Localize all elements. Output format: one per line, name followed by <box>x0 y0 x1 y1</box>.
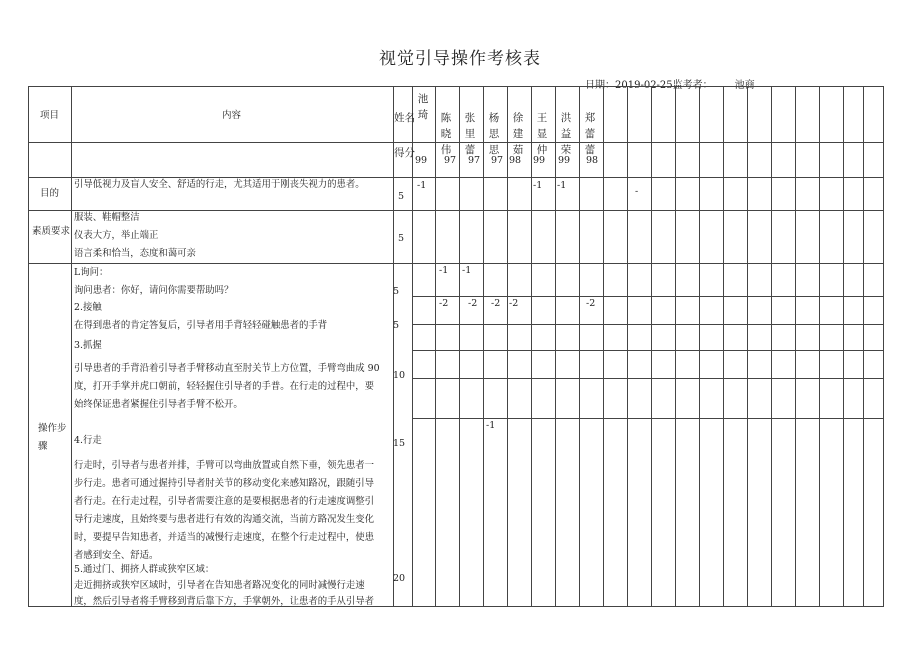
page-title: 视觉引导操作考核表 <box>379 49 541 69</box>
purpose-deduction-2: -1 <box>533 180 543 191</box>
header-name: 姓名 <box>394 112 415 124</box>
step5-title: 5.通过门、拥挤人群或狭窄区域： <box>74 564 215 575</box>
total-score-5: 98 <box>509 155 522 166</box>
step3-line-2: 度，打开手掌并虎口朝前，轻轻握住引导者的手普。在行走的过程中，要 <box>74 381 375 392</box>
total-score-6: 99 <box>533 155 546 166</box>
step4-deduction: -1 <box>486 420 496 431</box>
step2-deduction-2: -2 <box>468 298 478 309</box>
step2-title: 2.接触 <box>74 302 102 313</box>
step4-line-3: 者行走。在行走过程，引导者需要注意的是要根据患者的行走速度调整引 <box>74 496 375 507</box>
total-score-8: 98 <box>586 155 599 166</box>
step2-deduction-3: -2 <box>491 298 501 309</box>
date-label: 日期： <box>585 80 615 91</box>
header-item: 项目 <box>40 110 60 121</box>
step3-points: 10 <box>393 370 406 381</box>
supervisor-name: 池商 <box>734 80 755 91</box>
purpose-deduction-1: -1 <box>417 180 427 191</box>
total-score-2: 97 <box>444 155 457 166</box>
step3-line-1: 引导患者的手背沿着引导者手臂移动直至肘关节上方位置，手臂弯曲成 90 <box>74 363 380 374</box>
step4-line-1: 行走时，引导者与患者并排，手臂可以弯曲放置或自然下垂，领先患者一 <box>74 460 375 471</box>
purpose-dash: - <box>635 186 639 197</box>
header-content: 内容 <box>222 110 242 121</box>
supervisor-label: 监考者： <box>672 80 713 91</box>
purpose-points: 5 <box>398 191 405 202</box>
step3-line-3: 始终保证患者紧握住引导者手臂不松开。 <box>74 399 243 410</box>
step4-line-6: 者感到安全、舒适。 <box>74 550 159 561</box>
student-name-8: 郑蕾蕾 <box>584 112 596 156</box>
quality-line-2: 仪表大方，举止端正 <box>74 230 159 241</box>
purpose-deduction-3: -1 <box>557 180 567 191</box>
date-line <box>585 76 755 91</box>
step4-line-2: 步行走。患者可通过握持引导者肘关节的移动变化来感知路况，跟随引导 <box>74 478 375 489</box>
date-value: 2019-02-25 <box>615 80 673 91</box>
total-score-4: 97 <box>491 155 504 166</box>
step2-deduction-4: -2 <box>509 298 519 309</box>
step2-points: 5 <box>393 320 400 331</box>
step5-line-2: 度，然后引导者将手臂移到背后靠下方，手掌朝外，让患者的手从引导者 <box>74 596 375 607</box>
total-score-1: 99 <box>415 155 428 166</box>
step1-deduction-1: -1 <box>439 265 449 276</box>
quality-line-3: 语言柔和恰当，态度和蔼可亲 <box>74 248 196 259</box>
step4-points: 15 <box>393 438 406 449</box>
step1-title: L询问： <box>74 267 109 278</box>
step2-text: 在得到患者的肯定答复后，引导者用手背轻轻碰触患者的手背 <box>74 320 328 331</box>
quality-label: 素质要求 <box>32 226 71 237</box>
student-name-1: 池琦 <box>417 93 429 121</box>
total-score-3: 97 <box>468 155 481 166</box>
step4-line-4: 导行走速度，且始终要与患者进行有效的沟通交流，当前方路况发生变化 <box>74 514 375 525</box>
step1-deduction-2: -1 <box>462 265 472 276</box>
step4-line-5: 时，要提早告知患者，并适当的减慢行走速度，在整个行走过程中，使患 <box>74 532 375 543</box>
student-name-3: 张里蕾 <box>464 112 476 156</box>
score-label: 得分 <box>394 147 415 159</box>
total-score-7: 99 <box>558 155 571 166</box>
quality-points: 5 <box>398 233 405 244</box>
student-name-7: 洪益荣 <box>560 112 572 156</box>
student-name-5: 徐建茹 <box>512 112 524 156</box>
student-name-6: 王显仲 <box>536 112 548 156</box>
step5-points: 20 <box>393 573 406 584</box>
purpose-label: 目的 <box>40 188 60 199</box>
step5-line-1: 走近拥挤或狭窄区域时，引导者在告知患者路况变化的同时减慢行走速 <box>74 580 365 591</box>
step2-deduction-5: -2 <box>586 298 596 309</box>
student-name-4: 杨思思 <box>488 112 500 156</box>
step3-title: 3.抓握 <box>74 340 102 351</box>
student-name-2: 陈晓伟 <box>440 112 452 156</box>
quality-line-1: 服装、鞋帽整洁 <box>74 212 140 223</box>
step1-points: 5 <box>393 286 400 297</box>
purpose-text: 引导低视力及盲人安全、舒适的行走，尤其适用于刚丧失视力的患者。 <box>74 179 365 190</box>
step4-title: 4.行走 <box>74 435 102 446</box>
step2-deduction-1: -2 <box>439 298 449 309</box>
step1-text: 询问患者：你好，请问你需要帮助吗？ <box>74 285 234 296</box>
steps-label: 操作步骤 <box>38 423 67 453</box>
